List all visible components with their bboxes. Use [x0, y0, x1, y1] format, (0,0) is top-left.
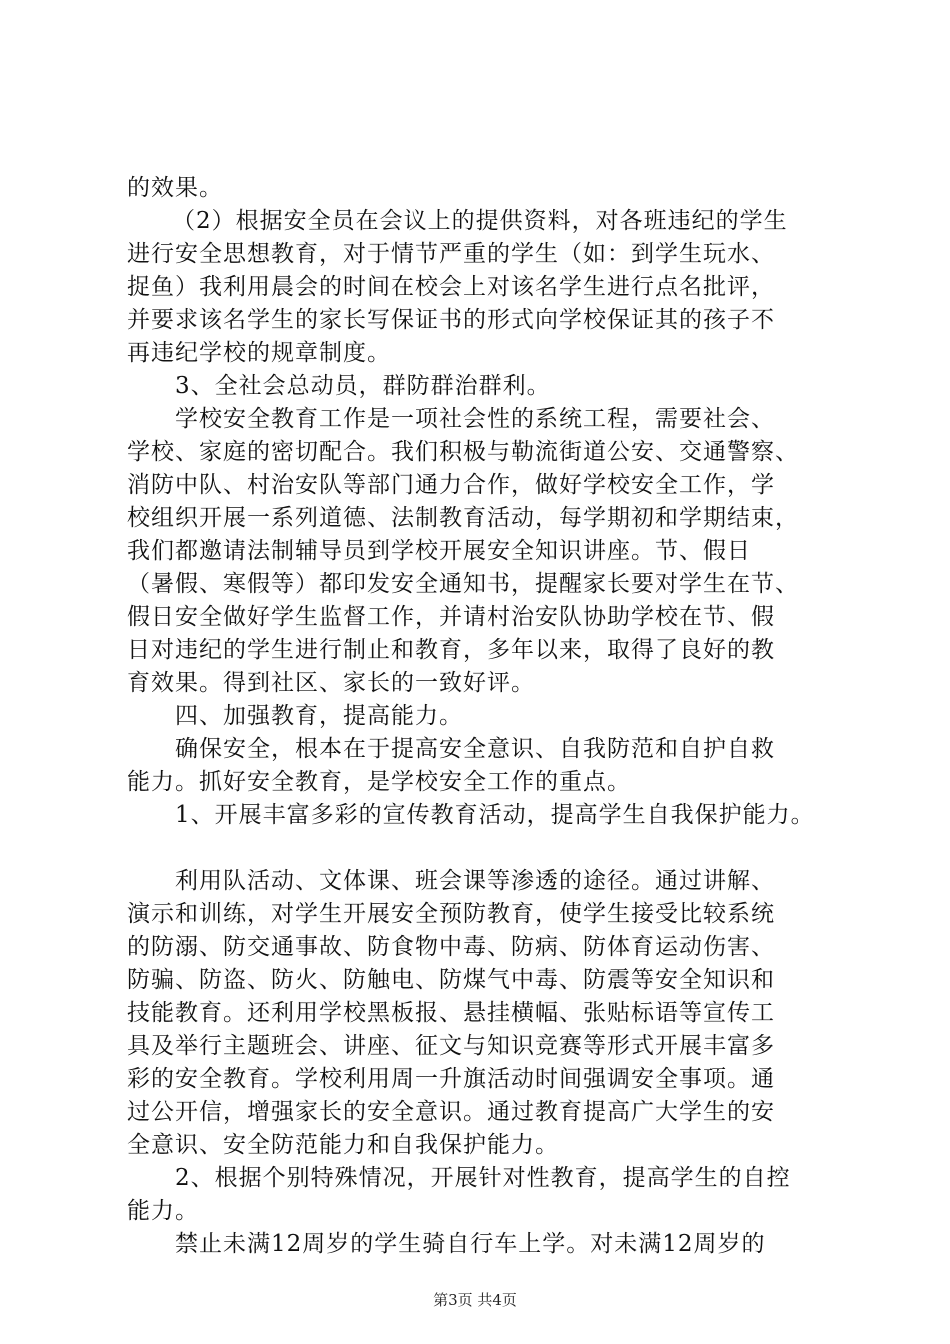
body-line: 我们都邀请法制辅导员到学校开展安全知识讲座。节、假日	[127, 538, 751, 564]
subsection-heading: 2、根据个别特殊情况，开展针对性教育，提高学生的自控	[175, 1165, 791, 1191]
body-line: 再违纪学校的规章制度。	[127, 340, 391, 366]
body-line: 能力。	[127, 1198, 199, 1224]
body-line: 学校安全教育工作是一项社会性的系统工程，需要社会、	[175, 406, 775, 432]
body-line: 进行安全思想教育，对于情节严重的学生（如：到学生玩水、	[127, 241, 775, 267]
page-footer: 第3页 共4页	[433, 1291, 517, 1309]
body-line: 能力。抓好安全教育，是学校安全工作的重点。	[127, 769, 631, 795]
body-line: 全意识、安全防范能力和自我保护能力。	[127, 1132, 559, 1158]
body-line: 学校、家庭的密切配合。我们积极与勒流街道公安、交通警察、	[127, 439, 799, 465]
body-line: 假日安全做好学生监督工作，并请村治安队协助学校在节、假	[127, 604, 775, 630]
body-line: 并要求该名学生的家长写保证书的形式向学校保证其的孩子不	[127, 307, 775, 333]
body-line: 技能教育。还利用学校黑板报、悬挂横幅、张贴标语等宣传工	[127, 1000, 775, 1026]
body-line: （2）根据安全员在会议上的提供资料，对各班违纪的学生	[172, 208, 788, 234]
body-line: 的防溺、防交通事故、防食物中毒、防病、防体育运动伤害、	[127, 934, 775, 960]
body-line: 确保安全，根本在于提高安全意识、自我防范和自护自救	[175, 736, 775, 762]
body-line: 利用队活动、文体课、班会课等渗透的途径。通过讲解、	[175, 868, 775, 894]
body-line: 防骗、防盗、防火、防触电、防煤气中毒、防震等安全知识和	[127, 967, 775, 993]
body-line: 演示和训练，对学生开展安全预防教育，使学生接受比较系统	[127, 901, 775, 927]
section-heading: 四、加强教育，提高能力。	[175, 703, 463, 729]
body-line: 日对违纪的学生进行制止和教育，多年以来，取得了良好的教	[127, 637, 775, 663]
body-line: 校组织开展一系列道德、法制教育活动，每学期初和学期结束，	[127, 505, 799, 531]
body-line: 具及举行主题班会、讲座、征文与知识竞赛等形式开展丰富多	[127, 1033, 775, 1059]
body-line: 彩的安全教育。学校利用周一升旗活动时间强调安全事项。通	[127, 1066, 775, 1092]
body-line: 消防中队、村治安队等部门通力合作，做好学校安全工作，学	[127, 472, 775, 498]
body-line: 禁止未满12周岁的学生骑自行车上学。对未满12周岁的	[175, 1231, 766, 1257]
body-line: 的效果。	[127, 175, 223, 201]
body-line: 3、全社会总动员，群防群治群利。	[175, 373, 551, 399]
body-line: 育效果。得到社区、家长的一致好评。	[127, 670, 535, 696]
body-line: 过公开信，增强家长的安全意识。通过教育提高广大学生的安	[127, 1099, 775, 1125]
subsection-heading: 1、开展丰富多彩的宣传教育活动，提高学生自我保护能力。	[175, 802, 815, 828]
body-line: （暑假、寒假等）都印发安全通知书，提醒家长要对学生在节、	[127, 571, 799, 597]
body-line: 捉鱼）我利用晨会的时间在校会上对该名学生进行点名批评，	[127, 274, 775, 300]
